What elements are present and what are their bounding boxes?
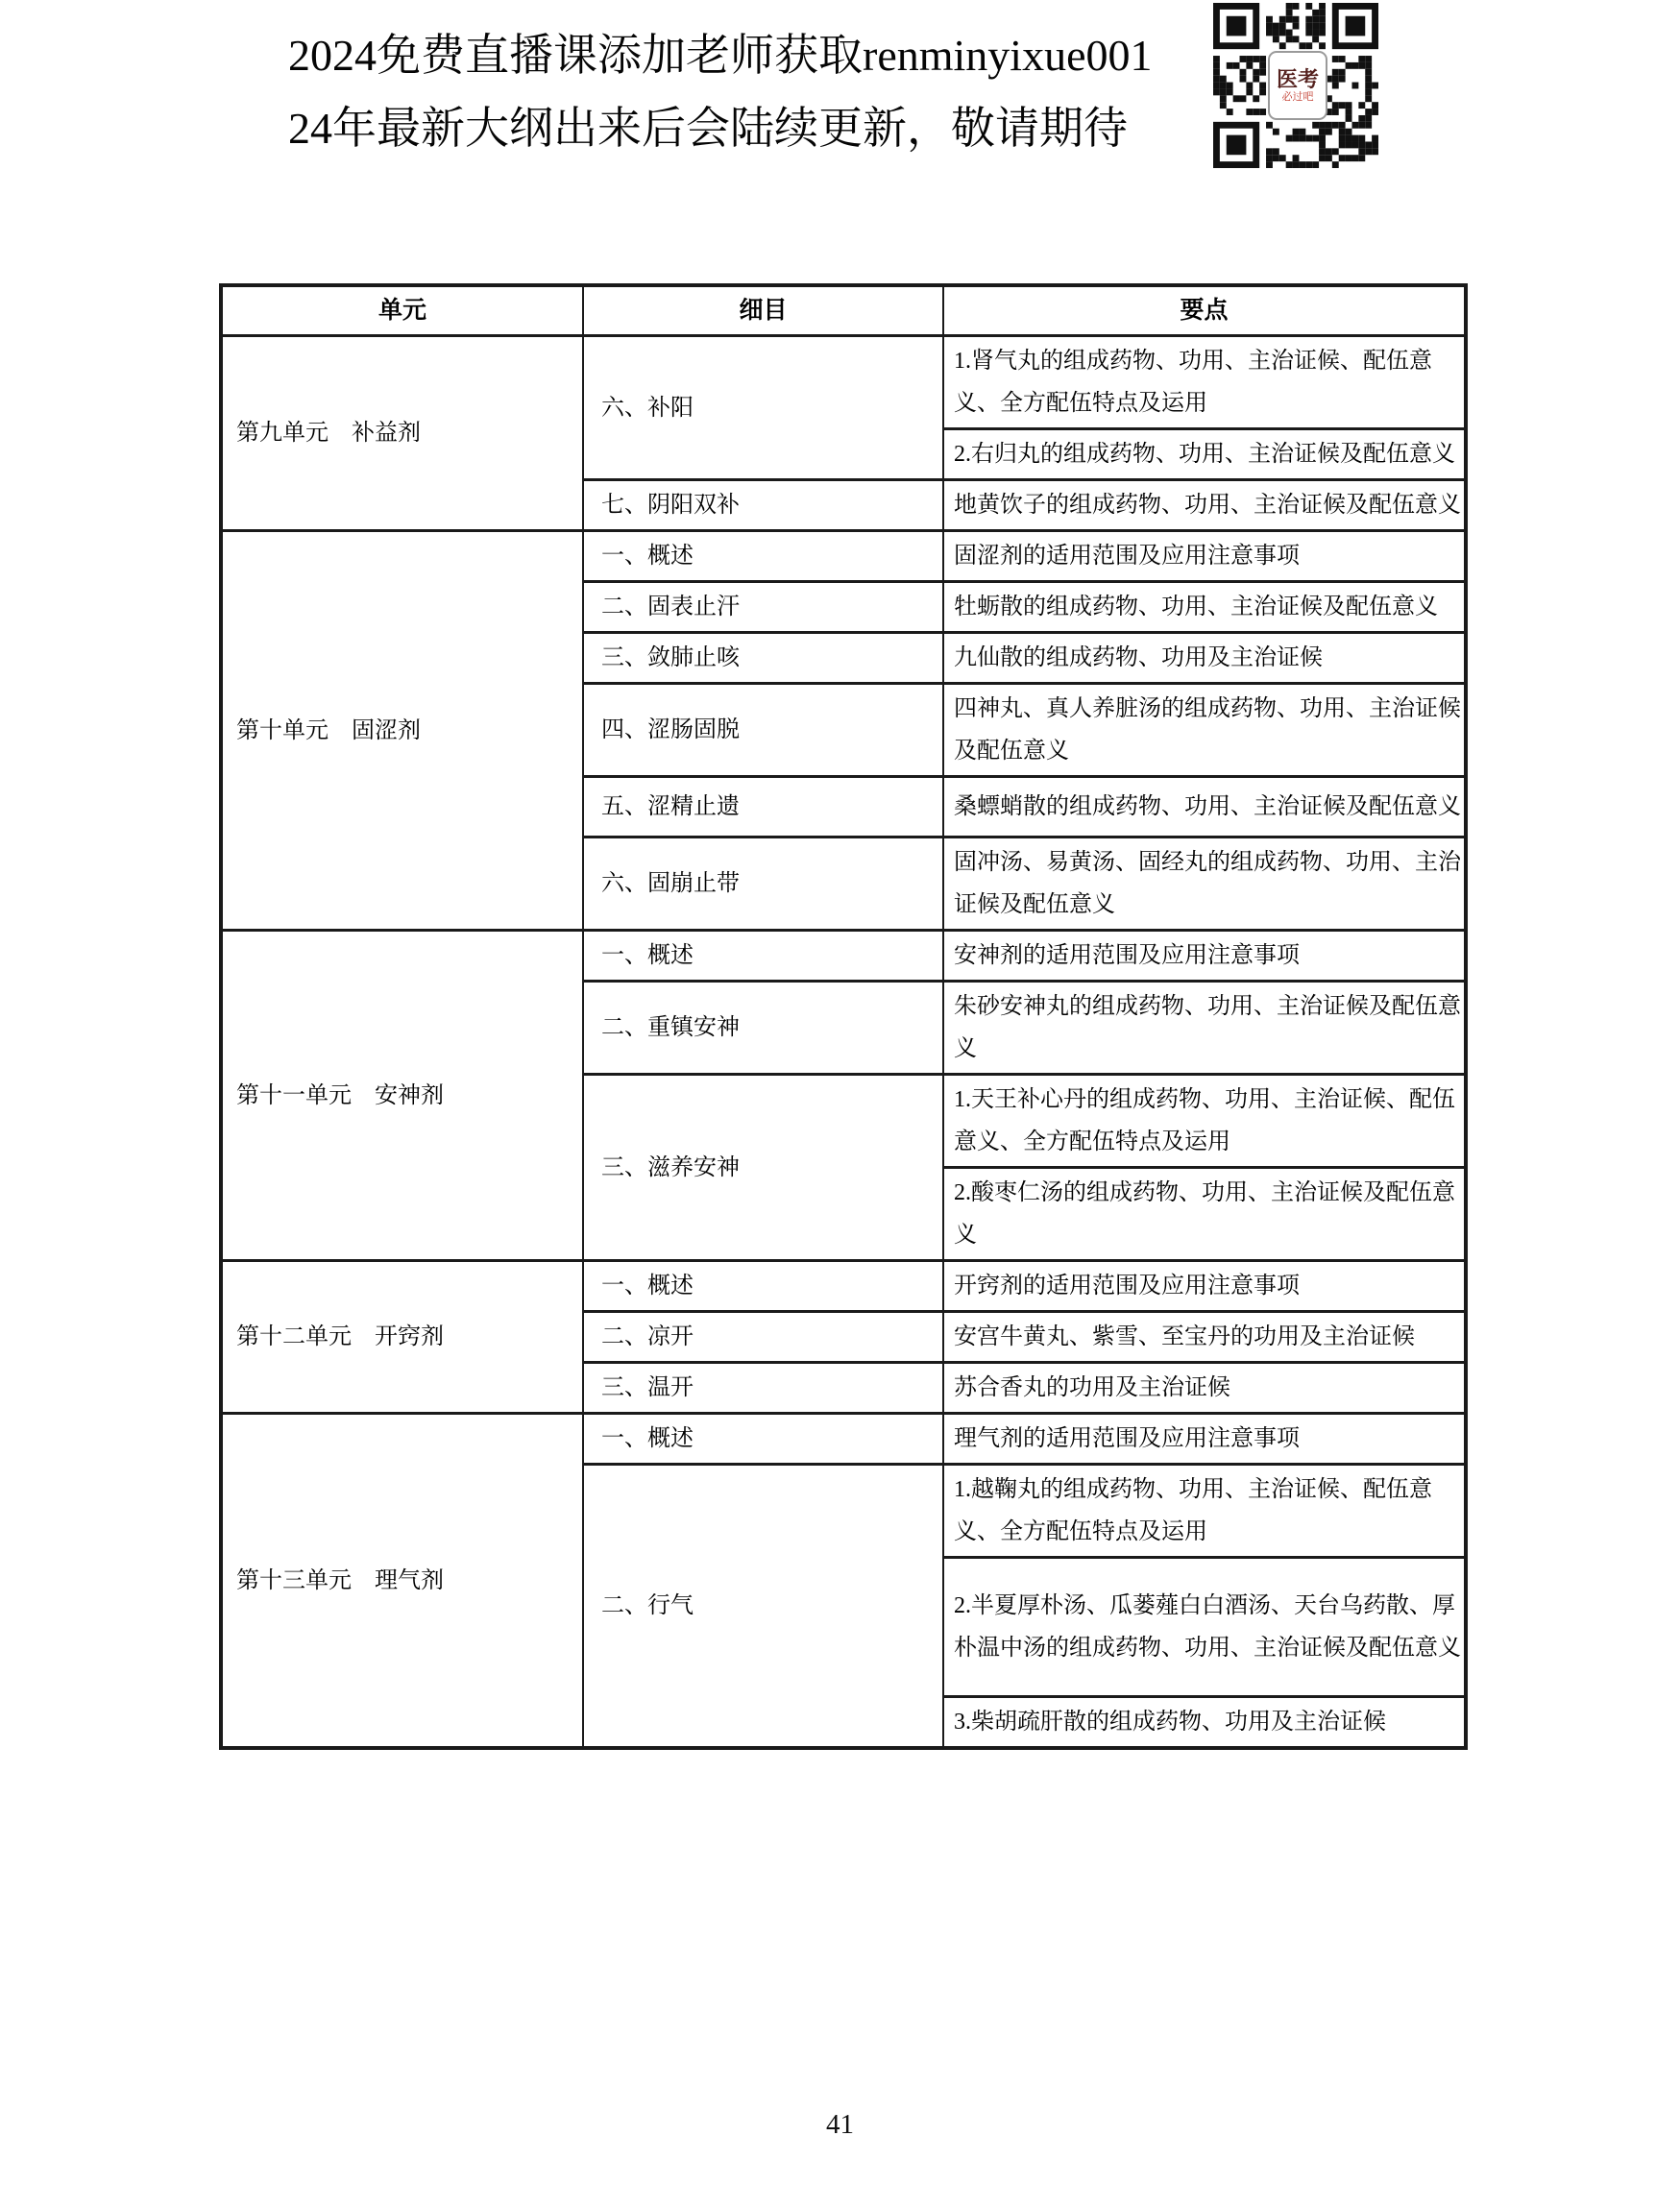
header-line-2: 24年最新大纲出来后会陆续更新，敬请期待 <box>288 104 1128 153</box>
point-cell: 桑螵蛸散的组成药物、功用、主治证候及配伍意义 <box>943 777 1466 837</box>
detail-cell: 二、行气 <box>583 1465 943 1749</box>
detail-cell: 四、涩肠固脱 <box>583 684 943 777</box>
qr-badge-text: 医考 <box>1276 66 1319 91</box>
column-header-points: 要点 <box>943 285 1466 336</box>
point-cell: 2.半夏厚朴汤、瓜蒌薤白白酒汤、天台乌药散、厚朴温中汤的组成药物、功用、主治证候及配伍意义 <box>943 1558 1466 1697</box>
point-cell: 1.肾气丸的组成药物、功用、主治证候、配伍意义、全方配伍特点及运用 <box>943 336 1466 429</box>
point-cell: 1.越鞠丸的组成药物、功用、主治证候、配伍意义、全方配伍特点及运用 <box>943 1465 1466 1558</box>
point-cell: 地黄饮子的组成药物、功用、主治证候及配伍意义 <box>943 480 1466 531</box>
column-header-unit: 单元 <box>221 285 583 336</box>
point-cell: 固涩剂的适用范围及应用注意事项 <box>943 531 1466 582</box>
detail-cell: 三、敛肺止咳 <box>583 633 943 684</box>
unit-cell: 第九单元 补益剂 <box>221 336 583 531</box>
syllabus-table <box>219 283 1468 1750</box>
qr-code <box>1213 3 1378 168</box>
column-header-detail: 细目 <box>583 285 943 336</box>
point-cell: 开窍剂的适用范围及应用注意事项 <box>943 1261 1466 1312</box>
point-cell: 2.酸枣仁汤的组成药物、功用、主治证候及配伍意义 <box>943 1168 1466 1261</box>
table-row <box>221 1261 1466 1312</box>
unit-cell: 第十二单元 开窍剂 <box>221 1261 583 1414</box>
detail-cell: 六、补阳 <box>583 336 943 480</box>
detail-cell: 一、概述 <box>583 1414 943 1465</box>
point-cell: 3.柴胡疏肝散的组成药物、功用及主治证候 <box>943 1697 1466 1749</box>
detail-cell: 三、温开 <box>583 1363 943 1414</box>
detail-cell: 二、凉开 <box>583 1312 943 1363</box>
unit-cell: 第十单元 固涩剂 <box>221 531 583 931</box>
point-cell: 安宫牛黄丸、紫雪、至宝丹的功用及主治证候 <box>943 1312 1466 1363</box>
detail-cell: 六、固崩止带 <box>583 837 943 931</box>
page-header-text <box>288 19 1153 165</box>
point-cell: 朱砂安神丸的组成药物、功用、主治证候及配伍意义 <box>943 982 1466 1075</box>
unit-cell: 第十三单元 理气剂 <box>221 1414 583 1749</box>
point-cell: 安神剂的适用范围及应用注意事项 <box>943 931 1466 982</box>
unit-cell: 第十一单元 安神剂 <box>221 931 583 1261</box>
detail-cell: 七、阴阳双补 <box>583 480 943 531</box>
point-cell: 1.天王补心丹的组成药物、功用、主治证候、配伍意义、全方配伍特点及运用 <box>943 1075 1466 1168</box>
point-cell: 固冲汤、易黄汤、固经丸的组成药物、功用、主治证候及配伍意义 <box>943 837 1466 931</box>
point-cell: 2.右归丸的组成药物、功用、主治证候及配伍意义 <box>943 429 1466 480</box>
table-row <box>221 336 1466 429</box>
point-cell: 九仙散的组成药物、功用及主治证候 <box>943 633 1466 684</box>
table-header-row <box>221 285 1466 336</box>
point-cell: 苏合香丸的功用及主治证候 <box>943 1363 1466 1414</box>
detail-cell: 一、概述 <box>583 1261 943 1312</box>
table-row <box>221 1414 1466 1465</box>
point-cell: 理气剂的适用范围及应用注意事项 <box>943 1414 1466 1465</box>
page-number: 41 <box>826 2109 854 2140</box>
detail-cell: 五、涩精止遗 <box>583 777 943 837</box>
detail-cell: 二、重镇安神 <box>583 982 943 1075</box>
detail-cell: 三、滋养安神 <box>583 1075 943 1261</box>
point-cell: 牡蛎散的组成药物、功用、主治证候及配伍意义 <box>943 582 1466 633</box>
table-row <box>221 531 1466 582</box>
point-cell: 四神丸、真人养脏汤的组成药物、功用、主治证候及配伍意义 <box>943 684 1466 777</box>
table-row <box>221 931 1466 982</box>
qr-badge-subtext: 必过吧 <box>1281 90 1314 103</box>
header-line-1: 2024免费直播课添加老师获取renminyixue001 <box>288 31 1153 80</box>
qr-center-badge <box>1268 51 1327 120</box>
detail-cell: 一、概述 <box>583 531 943 582</box>
detail-cell: 二、固表止汗 <box>583 582 943 633</box>
detail-cell: 一、概述 <box>583 931 943 982</box>
